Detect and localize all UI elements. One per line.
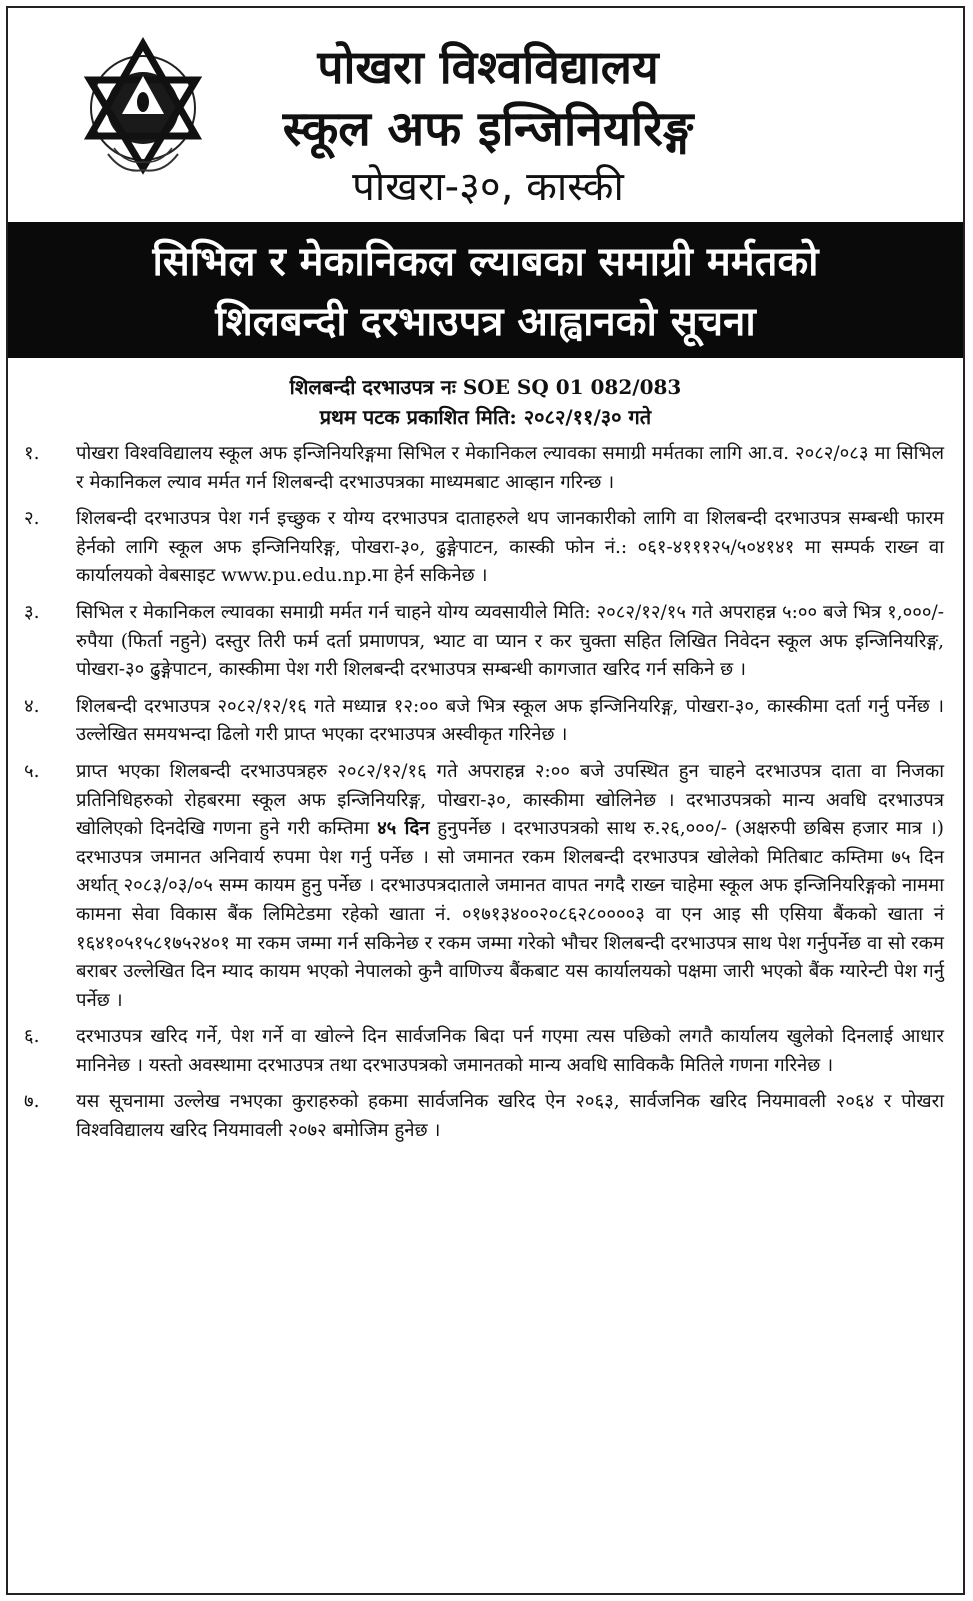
clause-number: ३. [24, 601, 40, 623]
list-item [24, 440, 944, 497]
notice-page [6, 6, 965, 1595]
school-name: स्कूल अफ इन्जिनियरिङ्ग [282, 101, 694, 157]
clause-number: ६. [24, 1026, 40, 1048]
notice-header [8, 8, 963, 224]
clause-number: १. [24, 443, 40, 464]
clause-text-part: प्राप्त भएका शिलबन्दी दरभाउपत्रहरु २०८२/१२/१६ गते अपराहन्न २:०० बजे उपस्थित हुन चाहने दरभाउपत्र दाता वा निजका प्रतिनिधिहरुको रोहबरमा स्कूल अफ इन्जिनियरिङ्ग, पोखरा-३०, कास्कीमा खोलिनेछ । दरभाउपत्रको मान्य अवधि दरभाउपत्र खोलिएको दिनदेखि गणना हुने गरी कम्तिमा [76, 760, 944, 840]
school-address: पोखरा-३०, कास्की [352, 164, 624, 210]
list-item [24, 505, 944, 591]
tender-meta [8, 372, 963, 432]
clause-text: यस सूचनामा उल्लेख नभएका कुराहरुको हकमा सार्वजनिक खरिद ऐन २०६३, सार्वजनिक खरिद नियमावली २०६४ र पोखरा विश्वविद्यालय खरिद नियमावली २०७२ बमोजिम हुनेछ । [76, 1091, 944, 1142]
list-item [24, 693, 944, 750]
clause-number: ७. [24, 1091, 40, 1113]
clause-text: शिलबन्दी दरभाउपत्र पेश गर्न इच्छुक र योग्य दरभाउपत्र दाताहरुले थप जानकारीको लागि वा शिलबन्दी दरभाउपत्र सम्बन्धी फारम हेर्नको लागि स्कूल अफ इन्जिनियरिङ्ग, पोखरा-३०, ढुङ्गेपाटन, कास्की फोन नं.: ०६१-४१११२५/५०४१४१ मा सम्पर्क राख्न वा कार्यालयको वेबसाइट www.pu.edu.np.मा हेर्न सकिनेछ । [76, 508, 944, 587]
clause-text-part: हुनुपर्नेछ । दरभाउपत्रको साथ रु.२६,०००/- (अक्षरुपी छबिस हजार मात्र ।) दरभाउपत्र जमानत अनिवार्य रुपमा पेश गर्नु पर्नेछ । सो जमानत रकम शिलबन्दी दरभाउपत्र खोलेको मितिबाट कम्तिमा ७५ दिन अर्थात् २०८३/०३/०५ सम्म कायम हुनु पर्नेछ । दरभाउपत्रदाताले जमानत वापत नगदै राख्न चाहेमा स्कूल अफ इन्जिनियरिङ्गको नाममा कामना सेवा विकास बैंक लिमिटेडमा रहेको खाता नं. ०१७१३४००२०८६२८००००३ वा एन आइ सी एसिया बैंकको खाता नं १६४१०५१५८१७५२४०१ मा रकम जम्मा गर्न सकिनेछ र रकम जम्मा गरेको भौचर शिलबन्दी दरभाउपत्र साथ पेश गर्नुपर्नेछ वा सो रकम बराबर उल्लेखित दिन म्याद कायम भएको नेपालको कुनै वाणिज्य बैंकबाट यस कार्यालयको पक्षमा जारी भएको बैंक ग्यारेन्टी पेश गर्नु पर्नेछ । [76, 818, 944, 1011]
clause-text: दरभाउपत्र खरिद गर्ने, पेश गर्ने वा खोल्ने दिन सार्वजनिक बिदा पर्न गएमा त्यस पछिको लगतै कार्यालय खुलेको दिनलाई आधार मानिनेछ । यस्तो अवस्थामा दरभाउपत्र तथा दरभाउपत्रको जमानतको मान्य अवधि साविककै मितिले गणना गरिनेछ । [76, 1026, 944, 1076]
clause-number: ४. [24, 695, 40, 717]
list-item [24, 758, 944, 1015]
tender-number: शिलबन्दी दरभाउपत्र नः SOE SQ 01 082/083 [289, 375, 682, 399]
list-item [24, 1088, 944, 1145]
notice-title-line-1: सिभिल र मेकानिकल ल्याबका समाग्री मर्मतको [152, 239, 819, 285]
list-item [24, 599, 944, 685]
university-name: पोखरा विश्वविद्यालय [317, 40, 659, 94]
clause-text [76, 758, 944, 1015]
clause-text: पोखरा विश्वविद्यालय स्कूल अफ इन्जिनियरिङ्गमा सिभिल र मेकानिकल ल्यावका समाग्री मर्मतका लागि आ.व. २०८२/०८३ मा सिभिल र मेकानिकल ल्याव मर्मत गर्न शिलबन्दी दरभाउपत्रका माध्यमबाट आव्हान गरिन्छ । [76, 443, 944, 493]
clause-number: ५. [24, 760, 40, 782]
notice-clauses [24, 440, 944, 1154]
list-item [24, 1023, 944, 1080]
clause-text: शिलबन्दी दरभाउपत्र २०८२/१२/१६ गते मध्यान्न १२:०० बजे भित्र स्कूल अफ इन्जिनियरिङ्ग, पोखरा-३०, कास्कीमा दर्ता गर्नु पर्नेछ । उल्लेखित समयभन्दा ढिलो गरी प्राप्त भएका दरभाउपत्र अस्वीकृत गरिनेछ । [76, 695, 944, 746]
notice-title-line-2: शिलबन्दी दरभाउपत्र आह्वानको सूचना [215, 299, 756, 345]
clause-number: २. [24, 508, 40, 530]
university-logo [68, 36, 218, 186]
clause-text: सिभिल र मेकानिकल ल्यावका समाग्री मर्मत गर्न चाहने योग्य व्यवसायीले मिति: २०८२/१२/१५ गते अपराहन्न ५:०० बजे भित्र १,०००/- रुपैया (फिर्ता नहुने) दस्तुर तिरी फर्म दर्ता प्रमाणपत्र, भ्याट वा प्यान र कर चुक्ता सहित लिखित निवेदन स्कूल अफ इन्जिनियरिङ्ग, पोखरा-३० ढुङ्गेपाटन, कास्कीमा पेश गरी शिलबन्दी दरभाउपत्र सम्बन्धी कागजात खरिद गर्न सकिने छ । [76, 601, 944, 681]
bid-validity-days: ४५ दिन [377, 818, 430, 840]
published-date: प्रथम पटक प्रकाशित मिति: २०८२/११/३० गते [319, 405, 652, 429]
notice-title-banner [8, 222, 963, 358]
